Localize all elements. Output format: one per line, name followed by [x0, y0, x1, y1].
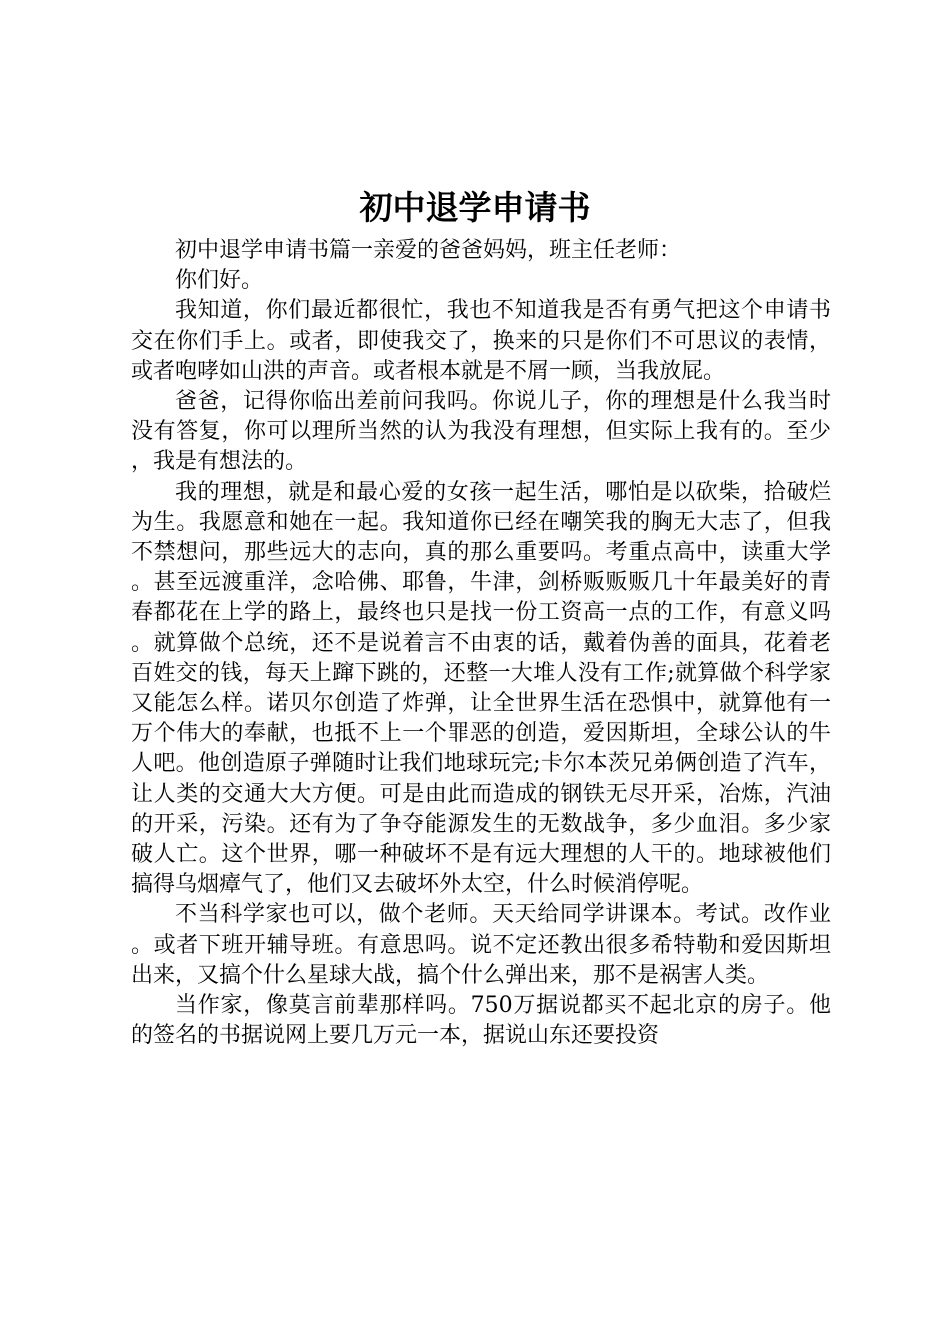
paragraph-teacher: 不当科学家也可以，做个老师。天天给同学讲课本。考试。改作业。或者下班开辅导班。有意思吗。说不定还教出很多希特勒和爱因斯坦出来，又搞个什么星球大战，搞个什么弹出来，那不是祸害人类。 [131, 902, 831, 988]
paragraph-writer: 当作家，像莫言前辈那样吗。750万据说都买不起北京的房子。他的签名的书据说网上要几万元一本，据说山东还要投资 [131, 993, 831, 1049]
paragraph-greeting: 初中退学申请书篇一亲爱的爸爸妈妈，班主任老师： [175, 238, 682, 263]
document-title: 初中退学申请书 [359, 188, 591, 227]
paragraph-hello: 你们好。 [175, 268, 264, 294]
paragraph-dad-question: 爸爸，记得你临出差前问我吗。你说儿子，你的理想是什么我当时没有答复，你可以理所当然的认为我没有理想，但实际上我有的。至少，我是有想法的。 [131, 389, 831, 475]
document-body [131, 236, 831, 1051]
paragraph-busy: 我知道，你们最近都很忙，我也不知道我是否有勇气把这个申请书交在你们手上。或者，即使我交了，换来的只是你们不可思议的表情，或者咆哮如山洪的声音。或者根本就是不屑一顾，当我放屁。 [131, 298, 831, 384]
paragraph-ideal: 我的理想，就是和最心爱的女孩一起生活，哪怕是以砍柴，拾破烂为生。我愿意和她在一起。我知道你已经在嘲笑我的胸无大志了，但我不禁想问，那些远大的志向，真的那么重要吗。考重点高中，读重大学。甚至远渡重洋，念哈佛、耶鲁，牛津，剑桥贩贩贩几十年最美好的青春都花在上学的路上，最终也只是找一份工资高一点的工作，有意义吗。就算做个总统，还不是说着言不由衷的话，戴着伪善的面具，花着老百姓交的钱，每天上蹿下跳的，还整一大堆人没有工作;就算做个科学家又能怎么样。诺贝尔创造了炸弹，让全世界生活在恐惧中，就算他有一万个伟大的奉献，也抵不上一个罪恶的创造，爱因斯坦，全球公认的牛人吧。他创造原子弹随时让我们地球玩完;卡尔本茨兄弟俩创造了汽车，让人类的交通大大方便。可是由此而造成的钢铁无尽开采，冶炼，汽油的开采，污染。还有为了争夺能源发生的无数战争，多少血泪。多少家破人亡。这个世界，哪一种破坏不是有远大理想的人干的。地球被他们搞得乌烟瘴气了，他们又去破坏外太空，什么时候消停呢。 [131, 479, 831, 898]
